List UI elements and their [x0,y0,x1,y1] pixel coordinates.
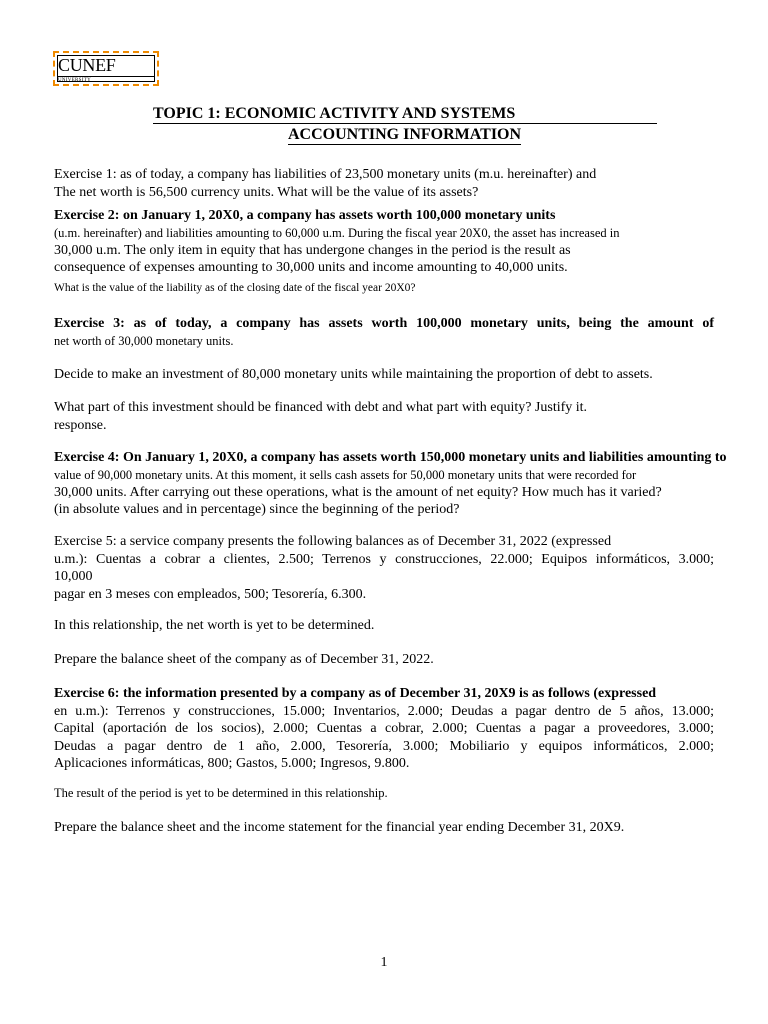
exercise-5-line: Prepare the balance sheet of the company as of December 31, 2022. [54,652,434,667]
logo-name: CUNEF [58,55,116,75]
exercise-2-line: consequence of expenses amounting to 30,000 units and income amounting to 40,000 units. [54,260,568,275]
exercise-6-line: Prepare the balance sheet and the income statement for the financial year ending December 31, 20X9. [54,820,625,835]
exercise-2 [54,207,714,297]
exercise-1-line: The net worth is 56,500 currency units. What will be the value of its assets? [54,184,479,200]
exercise-3-heading: Exercise 3: as of today, a company has assets worth 100,000 monetary units, being the amount of [54,316,714,331]
exercise-4-line: value of 90,000 monetary units. At this moment, it sells cash assets for 50,000 monetary units that were recorded for [54,467,637,482]
exercise-5-line: 10,000 [54,569,93,584]
exercise-6-paragraph [54,819,714,837]
exercise-5-line: In this relationship, the net worth is yet to be determined. [54,618,375,633]
exercise-6-line: Capital (aportación de los socios), 2.000; Cuentas a cobrar, 2.000; Cuentas a pagar a proveedores, 3.000; [54,721,714,736]
exercise-2-line: 30,000 u.m. The only item in equity that has undergone changes in the period is the result as [54,242,571,258]
exercise-6-line: Deudas a pagar dentro de 1 año, 2.000, Tesorería, 3.000; Mobiliario y equipos informáticos, 2.000; [54,738,714,754]
exercise-6-line: Aplicaciones informáticas, 800; Gastos, 5.000; Ingresos, 9.800. [54,756,410,771]
exercise-2-question: What is the value of the liability as of the closing date of the fiscal year 20X0? [54,281,416,294]
logo-subtitle: UNIVERSITY [58,78,91,83]
exercise-2-line: (u.m. hereinafter) and liabilities amounting to 60,000 u.m. During the fiscal year 20X0, the asset has increased in [54,225,620,240]
exercise-1-line: Exercise 1: as of today, a company has liabilities of 23,500 monetary units (m.u. hereinafter) and [54,167,597,182]
exercise-5 [54,533,714,603]
exercise-5-paragraph [54,617,714,635]
exercise-4 [54,449,727,519]
exercise-6-line: en u.m.): Terrenos y construcciones, 15.000; Inventarios, 2.000; Deudas a pagar dentro de 5 años, 13.000; [54,703,714,719]
exercise-3-paragraph [54,399,714,434]
exercise-5-paragraph [54,651,714,669]
exercise-3-paragraph [54,366,714,384]
exercise-2-heading: Exercise 2: on January 1, 20X0, a company has assets worth 100,000 monetary units [54,208,556,223]
topic-subtitle [288,125,521,145]
exercise-6-line: The result of the period is yet to be determined in this relationship. [54,786,388,800]
exercise-4-heading: Exercise 4: On January 1, 20X0, a company has assets worth 150,000 monetary units and liabilities amounting to [54,450,727,465]
topic-subtitle-text: ACCOUNTING INFORMATION [288,126,522,143]
exercise-5-line: u.m.): Cuentas a cobrar a clientes, 2.500; Terrenos y construcciones, 22.000; Equipos informáticos, 3.000; [54,551,714,567]
exercise-4-line: (in absolute values and in percentage) since the beginning of the period? [54,502,460,517]
logo-divider [57,76,155,77]
cunef-logo [53,51,159,86]
exercise-3-line: response. [54,417,107,433]
exercise-6-heading: Exercise 6: the information presented by a company as of December 31, 20X9 is as follows (expressed [54,686,657,701]
exercise-5-line: pagar en 3 meses con empleados, 500; Tesorería, 6.300. [54,586,367,602]
page-number: 1 [380,955,388,970]
exercise-5-heading: Exercise 5: a service company presents the following balances as of December 31, 2022 (expressed [54,534,612,549]
exercise-3-line: net worth of 30,000 monetary units. [54,333,234,348]
exercise-6 [54,685,714,773]
exercise-3 [54,315,714,350]
exercise-1 [54,166,714,201]
exercise-3-line: Decide to make an investment of 80,000 monetary units while maintaining the proportion of debt to assets. [54,367,653,382]
exercise-4-line: 30,000 units. After carrying out these operations, what is the amount of net equity? How much has it varied? [54,484,662,500]
exercise-3-line: What part of this investment should be financed with debt and what part with equity? Justify it. [54,400,588,415]
exercise-6-paragraph [54,785,714,802]
topic-title: TOPIC 1: ECONOMIC ACTIVITY AND SYSTEMS [153,104,657,124]
